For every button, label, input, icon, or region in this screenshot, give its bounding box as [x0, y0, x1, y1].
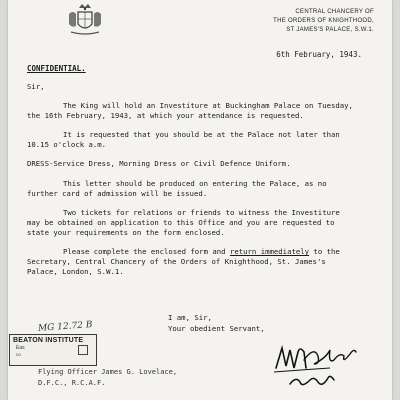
paragraph-return-form	[27, 247, 357, 277]
letterhead-line: THE ORDERS OF KNIGHTHOOD,	[273, 18, 374, 24]
paragraph-text: Two tickets for relations or friends to witness the Investiture may be obtained on application to this Office and you are requested to state your requirements on the form enclosed.	[27, 207, 345, 237]
paragraph-dress: DRESS-Service Dress, Morning Dress or Civil Defence Uniform.	[27, 159, 291, 169]
paragraph-tickets	[27, 208, 357, 238]
stamp-line: co	[16, 352, 21, 357]
stamp-inner-box	[78, 345, 88, 355]
addressee-line: D.F.C., R.C.A.F.	[38, 379, 106, 387]
paragraph-investiture	[27, 101, 357, 121]
closing-line: Your obedient Servant,	[168, 324, 265, 333]
letterhead-line: CENTRAL CHANCERY OF	[295, 9, 374, 15]
letterhead-line: ST JAMES'S PALACE, S.W.1.	[286, 27, 374, 33]
underlined-text: return immediately	[229, 247, 310, 257]
paragraph-admission	[27, 179, 357, 199]
paragraph-text: It is requested that you should be at the Palace not later than 10.15 o'clock a.m.	[27, 130, 345, 150]
addressee	[38, 367, 177, 389]
addressee-line: Flying Officer James G. Lovelace,	[38, 368, 178, 376]
stamp-title: BEATON INSTITUTE	[13, 337, 84, 344]
royal-coat-of-arms-icon	[63, 2, 107, 40]
letterhead	[204, 8, 374, 35]
paragraph-text: The King will hold an Investiture at Buckingham Palace on Tuesday, the 16th February, 1943, at which your attendance is requested.	[27, 101, 358, 121]
closing	[168, 312, 265, 334]
handwritten-reference: MG 12.72 B	[37, 320, 93, 334]
paragraph-arrival-time	[27, 130, 357, 150]
letter-body	[27, 82, 357, 286]
stamp-line: Eas	[16, 345, 25, 351]
paragraph-text: to the Secretary, Central Chancery of the Orders of Knighthood, St. James's Palace, London, S.W.1.	[27, 247, 345, 277]
closing-line: I am, Sir,	[168, 313, 212, 322]
paragraph-text: Please complete the enclosed form and	[63, 247, 230, 257]
handwritten-signature	[270, 338, 360, 394]
letter-sheet	[8, 0, 392, 400]
letter-date: 6th February, 1943.	[276, 50, 362, 59]
confidential-heading: CONFIDENTIAL.	[27, 64, 86, 73]
salutation: Sir,	[27, 82, 45, 91]
paragraph-text: This letter should be produced on entering the Palace, as no further card of admission will be issued.	[27, 178, 331, 198]
